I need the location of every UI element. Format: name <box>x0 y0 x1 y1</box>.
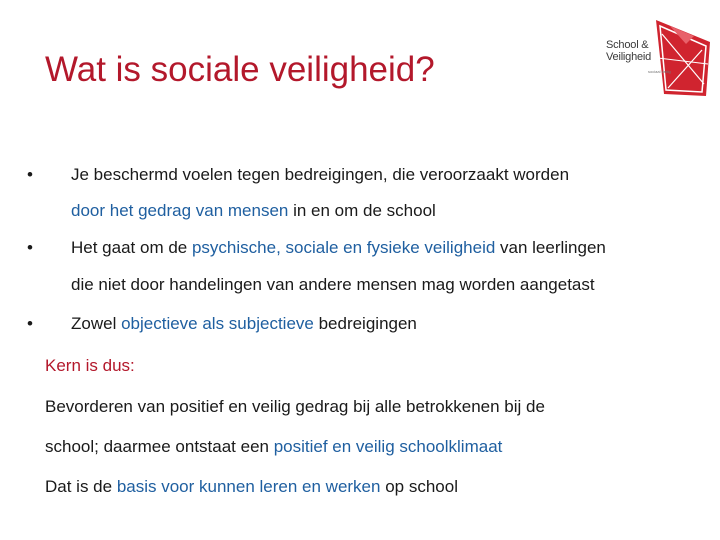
para-2-text-a: Dat is de <box>45 477 117 496</box>
bullet-1-highlight: door het gedrag van mensen <box>71 201 289 220</box>
para-2-highlight: basis voor kunnen leren en werken <box>116 477 381 496</box>
para-1-line-2 <box>45 437 502 457</box>
para-2-line <box>45 477 458 497</box>
bullet-2-highlight: psychische, sociale en fysieke veiligheid <box>191 238 496 257</box>
logo-tagline: sociaal veilig <box>648 69 671 74</box>
bullet-marker: • <box>27 238 33 257</box>
bullet-marker: • <box>27 165 33 184</box>
bullet-2-text-a: Het gaat om de <box>71 238 192 257</box>
para-1-highlight: positief en veilig schoolklimaat <box>273 437 503 456</box>
logo-line2: Veiligheid <box>606 51 652 63</box>
bullet-marker: • <box>27 314 33 333</box>
bullet-1-rest: in en om de school <box>288 201 436 220</box>
bullet-2-line-1 <box>71 238 606 258</box>
bullet-3-text-b: bedreigingen <box>313 314 417 333</box>
bullet-1-line-1: Je beschermd voelen tegen bedreigingen, die veroorzaakt worden <box>71 165 570 184</box>
page-title: Wat is sociale veiligheid? <box>45 50 435 89</box>
para-2-text-b: op school <box>380 477 458 496</box>
bullet-3-text-a: Zowel <box>71 314 122 333</box>
para-1-text: school; daarmee ontstaat een <box>45 437 274 456</box>
bullet-3-line <box>71 314 417 334</box>
logo-line1: School & <box>606 39 649 51</box>
para-1-line-1: Bevorderen van positief en veilig gedrag bij alle betrokkenen bij de <box>45 397 545 416</box>
bullet-1-line-2 <box>71 201 436 221</box>
bullet-3-highlight: objectieve als subjectieve <box>121 314 314 333</box>
bullet-2-line-2: die niet door handelingen van andere mensen mag worden aangetast <box>71 275 595 294</box>
bullet-2-text-b: van leerlingen <box>495 238 606 257</box>
kern-heading: Kern is dus: <box>45 356 135 375</box>
